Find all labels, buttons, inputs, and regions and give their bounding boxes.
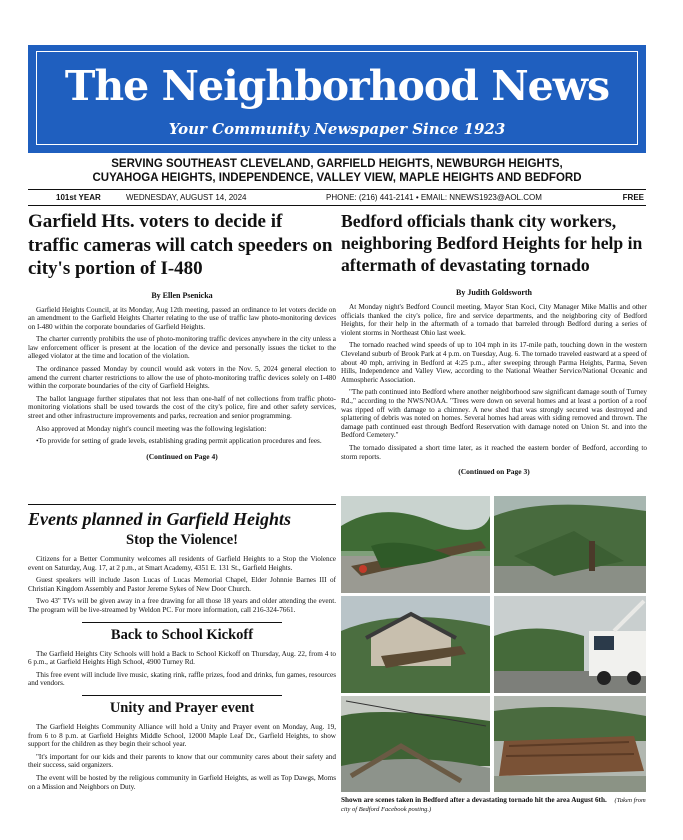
- masthead-frame: [36, 51, 638, 145]
- paragraph: •To provide for setting of grade levels, establishing grading permit application procedures and fees.: [36, 437, 322, 446]
- issue-date: WEDNESDAY, AUGUST 14, 2024: [126, 193, 247, 202]
- paragraph: This free event will include live music, skating rink, raffle prizes, food and drinks, fun games, resources and vendors.: [28, 670, 336, 688]
- paragraph: The ballot language further stipulates that not less than one-half of net collections from traffic photo-monitoring violations shall be used towards the cost of the city's police, fire and other safety services, street and other infrastructure improvements and parks, recreation and senior programming.: [28, 394, 336, 421]
- unity-prayer-title: Unity and Prayer event: [109, 699, 255, 716]
- events-section: [28, 509, 336, 795]
- masthead: [28, 45, 646, 153]
- paragraph: Two 43" TVs will be given away in a free drawing for all those 18 years and older attending the event. The program will be live-streamed by Weldon PC. For more information, call 216-324-7661.: [28, 597, 336, 614]
- price: FREE: [622, 193, 644, 202]
- paragraph: Guest speakers will include Jason Lucas of Lucas Memorial Chapel, Elder Johnnie Barnes III of Christian Kingdom Assembly and Pastor Jereme Sykes of New Door Church.: [28, 576, 336, 593]
- top-rule: [28, 189, 646, 190]
- continued-note: (Continued on Page 3): [458, 467, 530, 477]
- coverage-area: [28, 158, 646, 185]
- paragraph: The event will be hosted by the religious community in Garfield Heights, as well as Top Dawgs, Moms on a Mission and Neighbors on Duty.: [28, 773, 336, 791]
- paragraph: At Monday night's Bedford Council meeting, Mayor Stan Koci, City Manager Mike Mallis and other officials thanked the city's police, fire and service departments, and the neighboring city of Bedford Heights, for their help in the aftermath of a tornado that barreled through Bedford during a series of violent storms in Northeast Ohio last week.: [341, 303, 647, 337]
- bottom-rule: [28, 205, 646, 206]
- paragraph: "The path continued into Bedford where another neighborhood saw significant damage south of Turney Rd.," according to the NWS/NOAA. "Trees were down on several homes and at least a portion of a roof was ripped off with damage to a chimney. A new shed that was strongly secured was destroyed and splattering of debris was noted on homes. Several homes had areas with siding removed and thrown. The damage path continued east through Bedford Reservation with damage noted on Union St. and into the Bedford Cemetery.": [341, 388, 647, 440]
- paragraph: "It's important for our kids and their parents to know that our community cares about their safety and their success, said organizers.: [28, 752, 336, 770]
- photo-downed-trees-yard: [494, 496, 646, 593]
- photo-fallen-tree-street: [341, 496, 490, 593]
- photo-utility-truck: [494, 596, 646, 693]
- paragraph: The ordinance passed Monday by council would ask voters in the Nov. 5, 2024 general election to amend the current charter restrictions to allow the use of photo-monitoring traffic devices solely on I-480 within the corporate boundaries of the city of Garfield Heights.: [28, 365, 336, 391]
- paragraph: Garfield Heights Council, at its Monday, Aug 12th meeting, passed an ordinance to let voters decide on an amendment to the Garfield Heights Charter relating to the use of traffic law photo-monitoring devices on I-480 within the corporate boundaries of Garfield Heights.: [28, 305, 336, 331]
- paragraph: Also approved at Monday night's council meeting was the following legislation:: [36, 424, 267, 433]
- stop-violence-title: Stop the Violence!: [126, 532, 238, 548]
- continued-note: (Continued on Page 4): [146, 451, 218, 461]
- paragraph: The charter currently prohibits the use of photo-monitoring traffic devices anywhere in the city unless a law enforcement officer is present at the location of the device and personally issues the ticket to the alleged violator at the time and location of the violation.: [28, 335, 336, 361]
- paragraph: The tornado dissipated a short time later, as it reached the eastern border of Bedford, according to storm reports.: [341, 443, 647, 461]
- issue-info-bar: [28, 193, 646, 205]
- section-rule: [28, 504, 336, 505]
- byline: By Judith Goldsworth: [455, 288, 533, 297]
- article-bedford-tornado: [341, 210, 647, 476]
- paragraph: The Garfield Heights City Schools will hold a Back to School Kickoff on Thursday, Aug. 22, from 4 to 6 p.m., at Garfield Heights High School, 4900 Turney Rd.: [28, 649, 336, 667]
- newspaper-tagline: Your Community Newspaper Since 1923: [168, 120, 506, 138]
- back-to-school-title: Back to School Kickoff: [110, 626, 254, 643]
- headline-bedford-tornado: Bedford officials thank city workers, neighboring Bedford Heights for help in aftermath of devastating tornado: [341, 211, 643, 275]
- coverage-line-1: SERVING SOUTHEAST CLEVELAND, GARFIELD HEIGHTS, NEWBURGH HEIGHTS,: [111, 158, 563, 170]
- photo-collapsed-roof: [494, 696, 646, 792]
- contact-info: PHONE: (216) 441-2141 • EMAIL: NNEWS1923@AOL.COM: [326, 193, 542, 202]
- paragraph: Citizens for a Better Community welcomes all residents of Garfield Heights to a Stop the Violence event on Saturday, Aug. 17, at 2 p.m., at Smart Academy, 4351 E. 131 St., Garfield Heights.: [28, 555, 336, 572]
- paragraph: The tornado reached wind speeds of up to 104 mph in its 17-mile path, touching down in the western Cleveland suburb of Brook Park at 4 p.m. on Tuesday, Aug. 6. The tornado traveled eastward at a speed of about 40 mph, arriving in Bedford at 4:25 p.m., after sweeping through Parma Heights, Parma, Seven Hills, Independence and Valley View, according to the National Weather Service/National Oceanic and Atmospheric Association.: [341, 341, 647, 384]
- photo-credit: (Taken from city of Bedford Facebook posting.): [341, 797, 646, 813]
- newspaper-title: The Neighborhood News: [64, 62, 610, 110]
- caption-text: Shown are scenes taken in Bedford after a devastating tornado hit the area August 6th.: [341, 796, 607, 804]
- divider: [82, 695, 282, 696]
- headline-traffic-cameras: Garfield Hts. voters to decide if traffic cameras will catch speeders on city's portion of I-480: [28, 211, 333, 279]
- volume-year: 101st YEAR: [56, 193, 101, 202]
- photo-damaged-home: [341, 596, 490, 693]
- paragraph: The Garfield Heights Community Alliance will hold a Unity and Prayer event on Monday, Aug. 19, from 6 to 8 p.m. at Garfield Heights Middle School, 12000 Maple Leaf Dr., Garfield Heights, to show support for the children as they begin their school year.: [28, 722, 336, 749]
- photo-caption: [341, 796, 647, 814]
- article-traffic-cameras: [28, 210, 336, 461]
- coverage-line-2: CUYAHOGA HEIGHTS, INDEPENDENCE, VALLEY VIEW, MAPLE HEIGHTS AND BEDFORD: [92, 171, 582, 184]
- photo-flooded-road: [341, 696, 490, 792]
- divider: [82, 622, 282, 623]
- byline: By Ellen Psenicka: [151, 290, 213, 300]
- events-title: Events planned in Garfield Heights: [28, 509, 292, 529]
